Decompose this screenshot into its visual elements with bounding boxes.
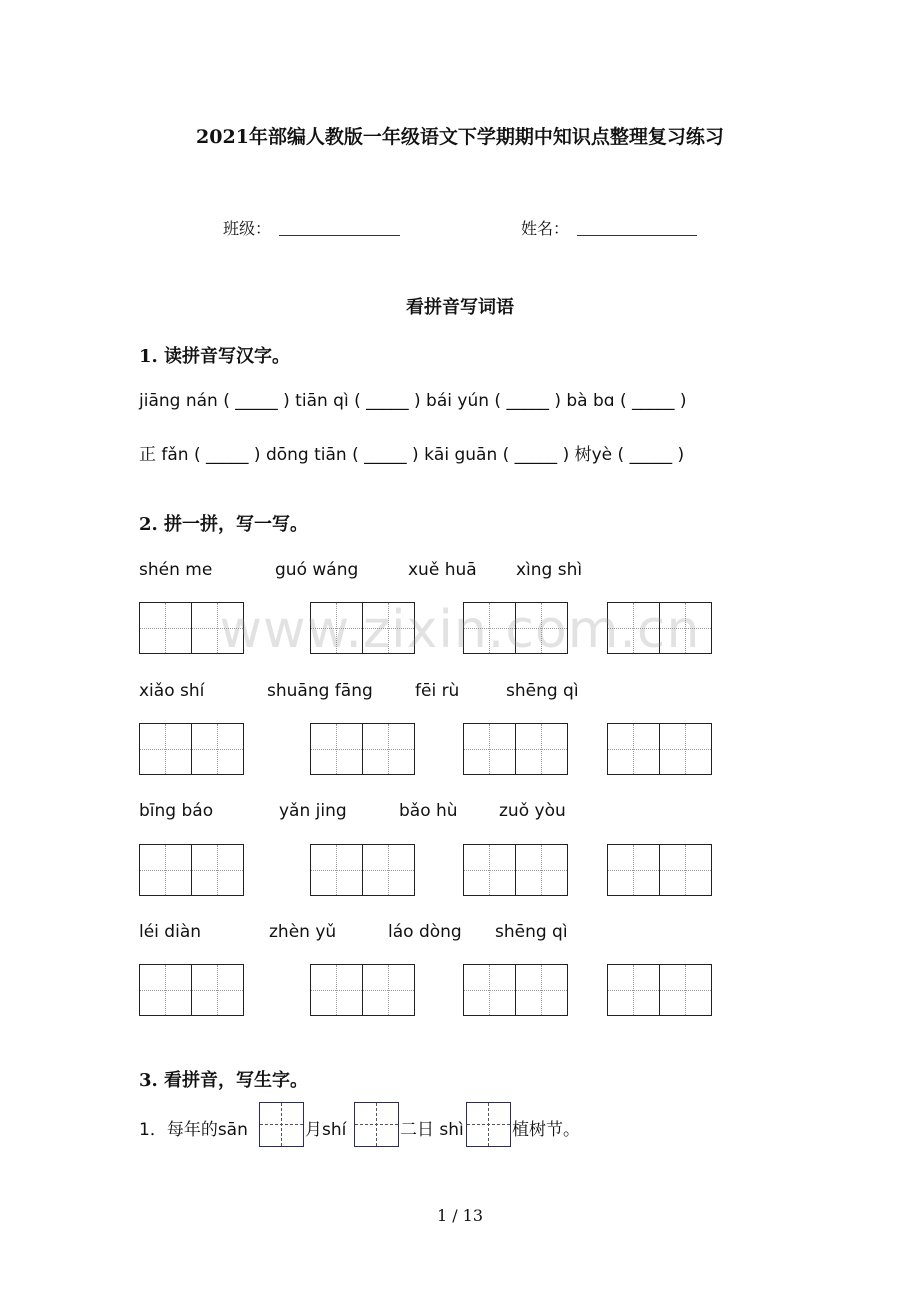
pinyin-label: xìng shì	[516, 560, 583, 580]
pinyin-label: bīng báo	[139, 801, 214, 821]
class-label: 班级：	[223, 219, 272, 238]
pinyin-label: léi diàn	[139, 922, 202, 942]
question-2-title: 2. 拼一拼，写一写。	[139, 514, 309, 535]
pinyin-label: xiǎo shí	[139, 681, 205, 701]
sentence-part: 二日 shì	[400, 1120, 464, 1140]
q1-line-1: jiāng nán ( _____ ) tiān qì ( _____ ) bái yún ( _____ ) bà bɑ ( _____ )	[139, 391, 687, 411]
pinyin-label: fēi rù	[415, 681, 460, 701]
name-label: 姓名：	[521, 219, 570, 238]
pinyin-label: láo dòng	[388, 922, 462, 942]
writing-grid[interactable]	[463, 964, 568, 1016]
writing-cell[interactable]	[466, 1102, 511, 1147]
writing-grid[interactable]	[463, 723, 568, 775]
document-title: 2021年部编人教版一年级语文下学期期中知识点整理复习练习	[196, 126, 724, 148]
writing-grid[interactable]	[310, 844, 415, 896]
pinyin-label: shuāng fāng	[267, 681, 373, 701]
pinyin-label: shēng qì	[495, 922, 568, 942]
class-field[interactable]	[279, 234, 400, 236]
writing-grid[interactable]	[139, 964, 244, 1016]
pinyin-label: shēng qì	[506, 681, 579, 701]
watermark: www.zixin.com.cn	[219, 600, 701, 660]
section-title: 看拼音写词语	[406, 297, 514, 318]
page-number: 1 / 13	[436, 1206, 484, 1225]
writing-grid[interactable]	[310, 964, 415, 1016]
q1-line-2: 正 fǎn ( _____ ) dōng tiān ( _____ ) kāi guān ( _____ ) 树yè ( _____ )	[139, 445, 685, 465]
writing-grid[interactable]	[463, 844, 568, 896]
sentence-part: 月shí	[305, 1120, 347, 1140]
sentence-suffix: 植树节。	[512, 1120, 580, 1140]
writing-grid[interactable]	[607, 844, 712, 896]
pinyin-label: shén me	[139, 560, 213, 580]
writing-grid[interactable]	[607, 723, 712, 775]
pinyin-label: bǎo hù	[399, 801, 458, 821]
pinyin-label: yǎn jing	[279, 801, 347, 821]
writing-grid[interactable]	[139, 723, 244, 775]
question-3-title: 3. 看拼音，写生字。	[139, 1070, 309, 1091]
question-1-title: 1. 读拼音写汉字。	[139, 346, 291, 367]
pinyin-label: zuǒ yòu	[499, 801, 566, 821]
name-field[interactable]	[577, 234, 697, 236]
writing-cell[interactable]	[259, 1102, 304, 1147]
pinyin-label: zhèn yǔ	[269, 922, 337, 942]
sentence-prefix: 1．每年的sān	[139, 1120, 248, 1140]
writing-grid[interactable]	[310, 723, 415, 775]
pinyin-label: guó wáng	[275, 560, 359, 580]
pinyin-label: xuě huā	[408, 560, 477, 580]
writing-cell[interactable]	[354, 1102, 399, 1147]
writing-grid[interactable]	[139, 844, 244, 896]
writing-grid[interactable]	[607, 964, 712, 1016]
